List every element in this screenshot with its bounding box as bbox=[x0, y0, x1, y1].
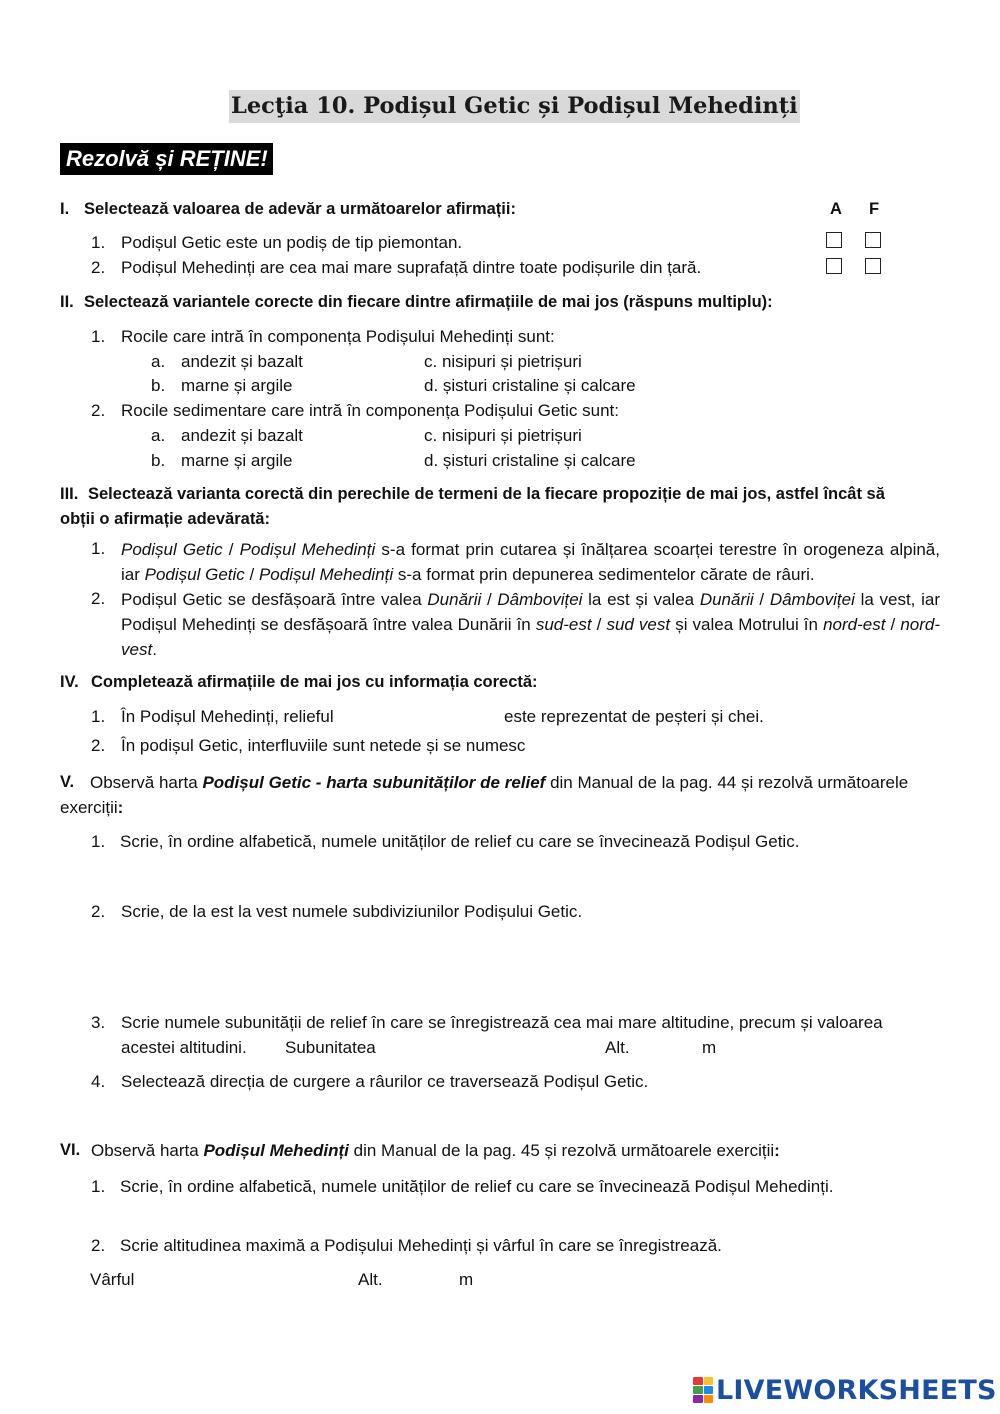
s3-2-choice-nord-vest[interactable]: nord-vest bbox=[121, 615, 940, 659]
s5-item-1-answer-field[interactable] bbox=[120, 858, 940, 894]
s3-1-choice-getic-a[interactable]: Podișul Getic bbox=[121, 540, 223, 559]
s6-item-1-answer-field[interactable] bbox=[120, 1203, 940, 1233]
liveworksheets-logo-text: LIVEWORKSHEETS bbox=[716, 1374, 997, 1406]
section-3-number: III. bbox=[60, 485, 79, 503]
s6-item-1-number: 1. bbox=[91, 1177, 106, 1196]
s5-item-3-altitude-label: Alt. bbox=[605, 1038, 630, 1057]
s2-q1-text: Rocile care intră în componența Podișului Mehedinți sunt: bbox=[121, 327, 555, 346]
s2-q2-option-c[interactable]: c. nisipuri și pietrișuri bbox=[424, 426, 582, 445]
s6-item-2-altitude-label: Alt. bbox=[358, 1270, 383, 1289]
section-5-number: V. bbox=[60, 773, 75, 791]
s2-q1-number: 1. bbox=[91, 327, 106, 346]
section-3-heading-line-1: Selectează varianta corectă din perechile de termeni de la fiecare propoziție de mai jos, astfel încât să bbox=[88, 485, 885, 503]
s1-item-1-true-checkbox[interactable] bbox=[826, 232, 842, 248]
s3-2-choice-nord-est[interactable]: nord-est bbox=[823, 615, 886, 634]
s5-item-2-answer-field[interactable] bbox=[120, 928, 940, 1004]
section-5-intro-line-2: exerciții: bbox=[60, 798, 124, 817]
s2-q2-option-d[interactable]: d. șisturi cristaline și calcare bbox=[424, 451, 636, 470]
column-true-label: A bbox=[830, 200, 842, 218]
s3-item-2-number: 2. bbox=[91, 589, 106, 608]
s6-item-2-peak-field[interactable] bbox=[148, 1267, 348, 1291]
s5-item-2-text: Scrie, de la est la vest numele subdiviziunilor Podișului Getic. bbox=[121, 902, 583, 921]
s3-item-2-text: Podișul Getic se desfășoară între valea Dunării / Dâmboviței la est și valea Dunării / Dâmboviței la vest, iar Podișul Mehedinți se desfășoară între valea Dunării în sud-est / sud vest și valea Motrului în nord-est / nord-vest. bbox=[121, 590, 941, 659]
section-4-number: IV. bbox=[60, 673, 79, 691]
s5-item-3-subunit-field[interactable] bbox=[390, 1035, 590, 1059]
s1-item-2-number: 2. bbox=[91, 258, 106, 277]
s5-item-4-number: 4. bbox=[91, 1072, 106, 1091]
s2-q1-option-a-letter: a. bbox=[151, 352, 166, 371]
s2-q1-option-c[interactable]: c. nisipuri și pietrișuri bbox=[424, 352, 582, 371]
s2-q1-option-b-letter: b. bbox=[151, 376, 166, 395]
section-4-heading: Completează afirmațiile de mai jos cu informația corectă: bbox=[91, 673, 538, 691]
section-1-number: I. bbox=[60, 200, 70, 218]
s6-item-2-text: Scrie altitudinea maximă a Podișului Mehedinți și vârful în care se înregistrează. bbox=[120, 1236, 722, 1255]
s4-item-1-number: 1. bbox=[91, 707, 106, 726]
liveworksheets-logo bbox=[693, 1372, 997, 1408]
s5-item-3-text-line-2: acestei altitudini. bbox=[121, 1038, 247, 1057]
banner: Rezolvă și REȚINE! bbox=[60, 143, 273, 175]
section-5-intro: Observă harta Podișul Getic - harta subunităților de relief din Manual de la pag. 44 și rezolvă următoarele bbox=[90, 773, 909, 792]
section-1-heading: Selectează valoarea de adevăr a următoarelor afirmații: bbox=[84, 200, 516, 218]
s4-item-1-answer-field[interactable] bbox=[362, 704, 498, 728]
s1-item-1-false-checkbox[interactable] bbox=[865, 232, 881, 248]
s1-item-1-text: Podișul Getic este un podiș de tip piemontan. bbox=[121, 233, 463, 252]
s5-item-3-number: 3. bbox=[91, 1013, 106, 1032]
s6-item-2-altitude-field[interactable] bbox=[392, 1267, 454, 1291]
s4-item-1-text-end: este reprezentat de peșteri și chei. bbox=[504, 707, 764, 726]
s2-q1-option-a[interactable]: andezit și bazalt bbox=[181, 352, 303, 371]
s1-item-2-text: Podișul Mehedinți are cea mai mare suprafață dintre toate podișurile din țară. bbox=[121, 258, 702, 277]
section-6-intro: Observă harta Podișul Mehedinți din Manual de la pag. 45 și rezolvă următoarele exerciții: bbox=[91, 1141, 780, 1160]
s5-item-4-answer-field[interactable] bbox=[120, 1098, 620, 1128]
s5-item-3-subunit-label: Subunitatea bbox=[285, 1038, 376, 1057]
s2-q2-option-a[interactable]: andezit și bazalt bbox=[181, 426, 303, 445]
section-6-number: VI. bbox=[60, 1141, 81, 1159]
section-2-heading: Selectează variantele corecte din fiecare dintre afirmațiile de mai jos (răspuns multiplu): bbox=[84, 293, 773, 311]
s4-item-2-answer-field[interactable] bbox=[568, 733, 768, 757]
s2-q2-text: Rocile sedimentare care intră în componența Podișului Getic sunt: bbox=[121, 401, 619, 420]
s5-item-4-text: Selectează direcția de curgere a râurilor ce traversează Podișul Getic. bbox=[121, 1072, 649, 1091]
s2-q2-option-a-letter: a. bbox=[151, 426, 166, 445]
s6-item-2-number: 2. bbox=[91, 1236, 106, 1255]
column-false-label: F bbox=[869, 200, 880, 218]
section-2-number: II. bbox=[60, 293, 74, 311]
s3-2-choice-sud-est[interactable]: sud-est bbox=[535, 615, 592, 634]
s5-item-3-unit: m bbox=[702, 1038, 717, 1057]
s4-item-2-number: 2. bbox=[91, 736, 106, 755]
liveworksheets-mark-icon bbox=[693, 1377, 713, 1403]
s5-item-1-text: Scrie, în ordine alfabetică, numele unităților de relief cu care se învecinează Podișul Getic. bbox=[120, 832, 800, 851]
s3-item-1-number: 1. bbox=[91, 539, 106, 558]
s4-item-2-text: În podișul Getic, interfluviile sunt netede și se numesc bbox=[121, 736, 526, 755]
s3-1-choice-mehedinti-b[interactable]: Podișul Mehedinți bbox=[258, 565, 394, 584]
s3-2-choice-dambovitei-a[interactable]: Dâmboviței bbox=[497, 590, 583, 609]
s2-q2-option-b[interactable]: marne și argile bbox=[181, 451, 293, 470]
s4-item-1-text-start: În Podișul Mehedinți, relieful bbox=[121, 707, 334, 726]
s1-item-2-true-checkbox[interactable] bbox=[826, 258, 842, 274]
s6-item-1-text: Scrie, în ordine alfabetică, numele unităților de relief cu care se învecinează Podișul Mehedinți. bbox=[120, 1177, 834, 1196]
s3-2-choice-dambovitei-b[interactable]: Dâmboviței bbox=[769, 590, 855, 609]
s5-item-1-number: 1. bbox=[91, 832, 106, 851]
s6-item-2-unit: m bbox=[459, 1270, 474, 1289]
s5-item-3-altitude-field[interactable] bbox=[640, 1035, 696, 1059]
s5-item-3-text-line-1: Scrie numele subunității de relief în care se înregistrează cea mai mare altitudine, precum și valoarea bbox=[121, 1013, 883, 1032]
s1-item-1-number: 1. bbox=[91, 233, 106, 252]
s3-item-1-text: Podișul Getic / Podișul Mehedinți s-a format prin cutarea și înălțarea scoarței terestre în orogeneza alpină, iar Podișul Getic / Podișul Mehedinți s-a format prin depunerea sedimentelor cărate de râuri. bbox=[121, 540, 940, 584]
s6-item-2-peak-label: Vârful bbox=[90, 1270, 135, 1289]
s2-q1-option-b[interactable]: marne și argile bbox=[181, 376, 293, 395]
s3-2-choice-sud-vest[interactable]: sud vest bbox=[606, 615, 671, 634]
s2-q2-number: 2. bbox=[91, 401, 106, 420]
s5-item-2-number: 2. bbox=[91, 902, 106, 921]
s3-2-choice-dunarii-b[interactable]: Dunării bbox=[699, 590, 754, 609]
s3-2-choice-dunarii-a[interactable]: Dunării bbox=[427, 590, 482, 609]
s3-1-choice-mehedinti-a[interactable]: Podișul Mehedinți bbox=[239, 540, 376, 559]
section-3-heading-line-2: obții o afirmație adevărată: bbox=[60, 510, 270, 528]
s2-q2-option-b-letter: b. bbox=[151, 451, 166, 470]
s3-1-choice-getic-b[interactable]: Podișul Getic bbox=[144, 565, 245, 584]
page-title: Lecţia 10. Podișul Getic și Podișul Mehedinți bbox=[229, 90, 800, 123]
s1-item-2-false-checkbox[interactable] bbox=[865, 258, 881, 274]
s2-q1-option-d[interactable]: d. șisturi cristaline și calcare bbox=[424, 376, 636, 395]
